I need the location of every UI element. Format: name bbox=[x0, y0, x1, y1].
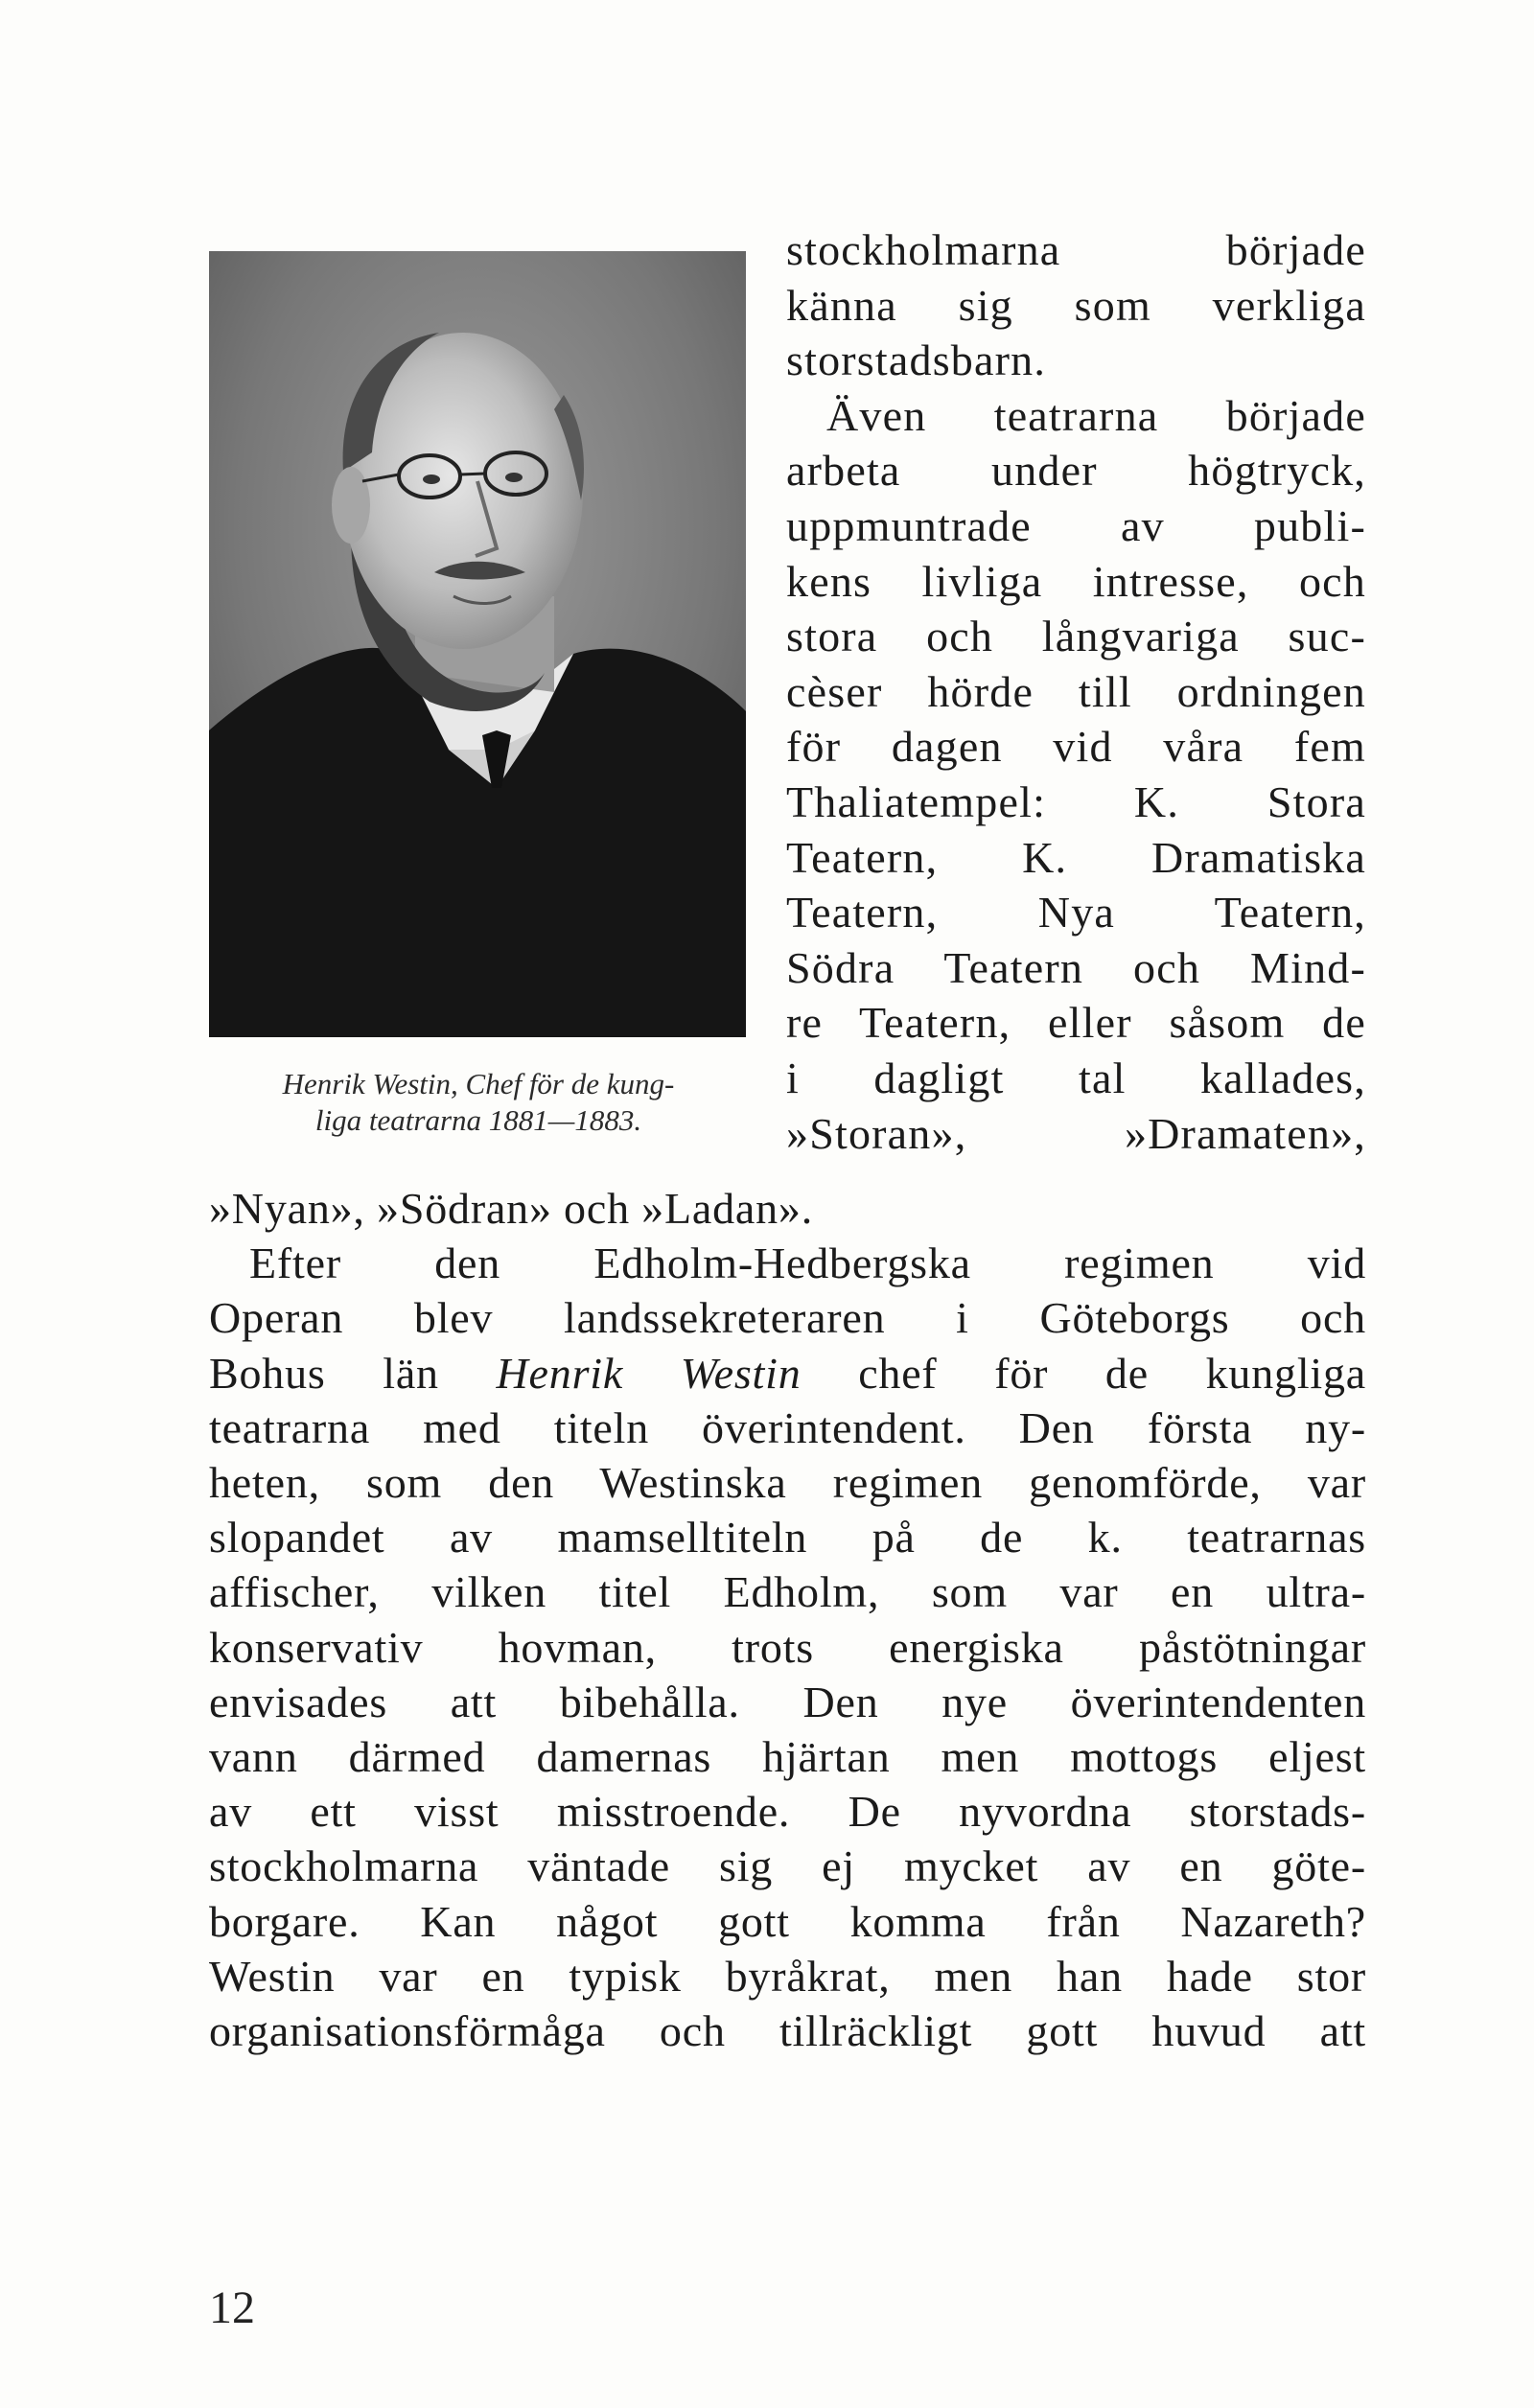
portrait-photo bbox=[209, 251, 746, 1037]
text-line: Operan blev landssekreteraren i Göteborgs och bbox=[209, 1293, 1366, 1343]
text-line: arbeta under högtryck, bbox=[786, 446, 1366, 496]
text-segment: chef för de kungliga bbox=[801, 1348, 1366, 1398]
text-line: envisades att bibehålla. Den nye överintendenten bbox=[209, 1677, 1366, 1726]
caption-line-2: liga teatrarna 1881—1883. bbox=[314, 1103, 642, 1137]
text-line: cèser hörde till ordningen bbox=[786, 666, 1366, 716]
photo-caption bbox=[205, 1066, 752, 1139]
caption-line-1: Henrik Westin, Chef för de kung- bbox=[282, 1067, 675, 1100]
text-line: Thaliatempel: K. Stora bbox=[786, 776, 1366, 826]
text-line: i dagligt tal kallades, bbox=[786, 1053, 1366, 1102]
person-name: Henrik Westin bbox=[496, 1348, 802, 1398]
text-segment: Bohus län bbox=[209, 1348, 497, 1398]
text-line: för dagen vid våra fem bbox=[786, 722, 1366, 772]
portrait-illustration bbox=[209, 251, 746, 1037]
text-line: uppmuntrade av publi- bbox=[786, 500, 1366, 550]
text-line: Teatern, Nya Teatern, bbox=[786, 888, 1366, 938]
text-line: re Teatern, eller såsom de bbox=[786, 998, 1366, 1048]
text-line: kens livliga intresse, och bbox=[786, 556, 1366, 606]
text-line: Teatern, K. Dramatiska bbox=[786, 832, 1366, 882]
text-line: borgare. Kan något gott komma från Nazareth? bbox=[209, 1896, 1366, 1946]
text-line: organisationsförmåga och tillräckligt gott huvud att bbox=[209, 2006, 1366, 2056]
text-line: slopandet av mamselltiteln på de k. teatrarnas bbox=[209, 1513, 1366, 1563]
text-line: »Storan», »Dramaten», bbox=[786, 1108, 1366, 1158]
text-line bbox=[209, 1346, 1366, 1401]
text-line: »Nyan», »Södran» och »Ladan». bbox=[209, 1184, 814, 1233]
main-text bbox=[209, 1181, 1366, 2058]
right-column-text bbox=[786, 222, 1366, 1161]
text-line: storstadsbarn. bbox=[786, 336, 1047, 385]
text-line: vann därmed damernas hjärtan men mottogs eljest bbox=[209, 1732, 1366, 1782]
text-line: konservativ hovman, trots energiska påstötningar bbox=[209, 1622, 1366, 1672]
text-line: känna sig som verkliga bbox=[786, 280, 1366, 330]
text-line: stockholmarna väntade sig ej mycket av en göte- bbox=[209, 1841, 1366, 1891]
text-line: affischer, vilken titel Edholm, som var en ultra- bbox=[209, 1567, 1366, 1617]
text-line: teatrarna med titeln överintendent. Den första ny- bbox=[209, 1402, 1366, 1452]
text-line: Även teatrarna började bbox=[826, 390, 1366, 440]
text-line: stockholmarna började bbox=[786, 225, 1366, 274]
text-line: av ett visst misstroende. De nyvordna storstads- bbox=[209, 1787, 1366, 1837]
text-line: Södra Teatern och Mind- bbox=[786, 942, 1366, 992]
page-number: 12 bbox=[209, 2282, 255, 2333]
text-line: stora och långvariga suc- bbox=[786, 612, 1366, 661]
text-line: heten, som den Westinska regimen genomförde, var bbox=[209, 1458, 1366, 1508]
text-line: Westin var en typisk byråkrat, men han hade stor bbox=[209, 1951, 1366, 2001]
text-line: Efter den Edholm-Hedbergska regimen vid bbox=[249, 1239, 1366, 1288]
